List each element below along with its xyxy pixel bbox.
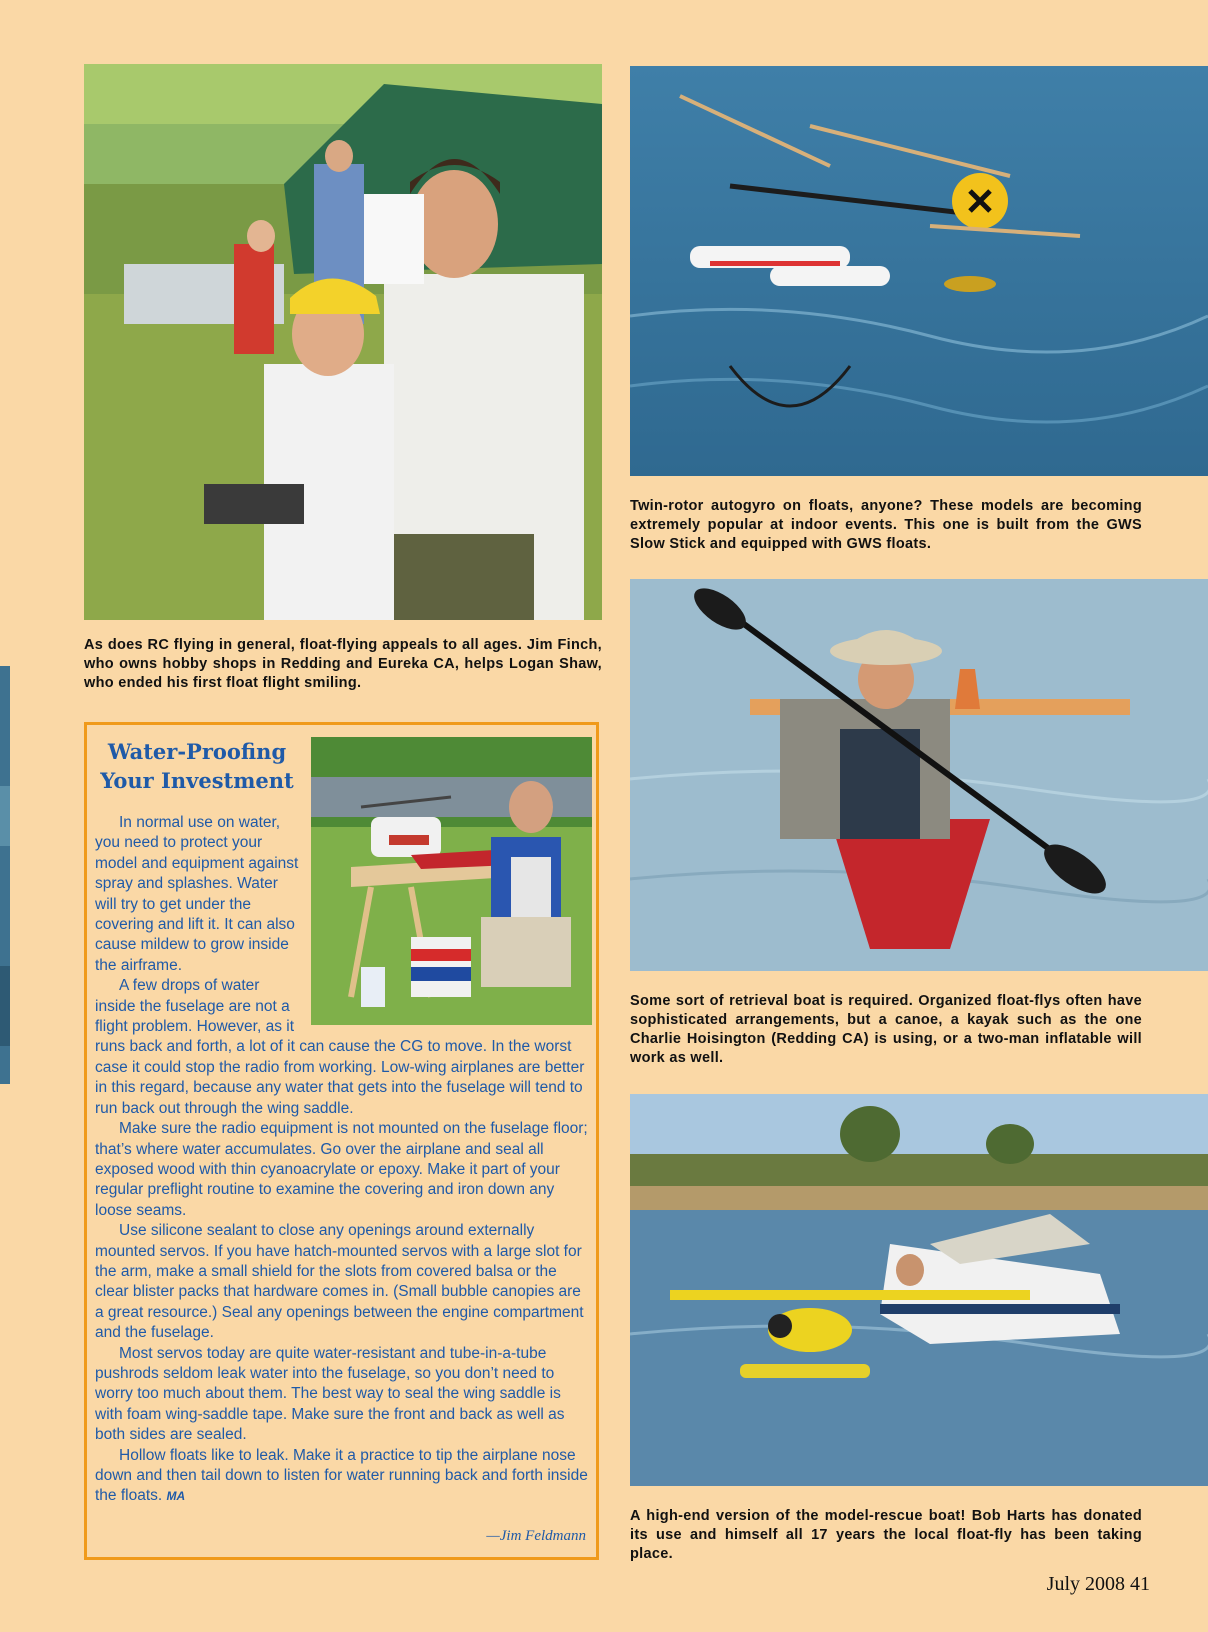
sidebar-title: Water-Proofing Your Investment: [100, 739, 294, 793]
sidebar-waterproofing: [84, 722, 599, 1560]
sidebar-author: —Jim Feldmann: [486, 1528, 586, 1544]
edge-photo-strip: [0, 666, 10, 1084]
sidebar-paragraph: In normal use on water, you need to protect your model and equipment against spray and splashes. Water will try to get under the covering and lift it. It can also cause mildew to grow inside the airframe.: [95, 814, 299, 974]
photo-rescue-boat: [630, 1094, 1208, 1486]
photo-kayak-retrieval: [630, 579, 1208, 971]
photo-autogyro-floats: [630, 66, 1208, 476]
page-folio: July 2008 41: [1046, 1573, 1150, 1595]
sidebar-paragraph: Use silicone sealant to close any openings around externally mounted servos. If you have hatch-mounted servos with a large slot for the arm, make a small shield for the slots from covered balsa or the clear blister packs that hardware comes in. (Small bubble canopies are a great resource.) Seal any openings between the engine compartment and the fuselage.: [95, 1222, 584, 1342]
caption-photo-rescue: A high-end version of the model-rescue boat! Bob Harts has donated its use and himself all 17 years the local float-fly has been taking place.: [630, 1508, 1142, 1562]
sidebar-body: [95, 813, 592, 1507]
photo-flyers-field: [84, 64, 602, 620]
sidebar-paragraph: A few drops of water inside the fuselage are not a flight problem. However, as it runs back and forth, a lot of it can cause the CG to move. In the worst case it could stop the radio from working. Low-wing airplanes are better in this regard, because any water that gets into the fuselage will tend to run back out through the wing saddle.: [95, 977, 585, 1117]
sidebar-paragraph-last: Hollow floats like to leak. Make it a practice to tip the airplane nose down and then tail down to listen for water running back and forth inside the floats.: [95, 1446, 588, 1505]
end-mark: MA: [166, 1489, 186, 1504]
caption-photo-autogyro: Twin-rotor autogyro on floats, anyone? These models are becoming extremely popular at indoor events. This one is built from the GWS Slow Stick and equipped with GWS floats.: [630, 498, 1142, 552]
sidebar-paragraph: Most servos today are quite water-resistant and tube-in-a-tube pushrods seldom leak water into the fuselage, so you don’t need to worry too much about them. The best way to seal the wing saddle is with foam wing-saddle tape. Make sure the front and back as well as both sides are sealed.: [95, 1344, 565, 1444]
sidebar-paragraph: Make sure the radio equipment is not mounted on the fuselage floor; that’s where water accumulates. Go over the airplane and seal all exposed wood with thin cyanoacrylate or epoxy. Make it part of your regular preflight routine to examine the covering and iron down any loose seams.: [95, 1120, 588, 1219]
caption-photo-kayak: Some sort of retrieval boat is required. Organized float-flys often have sophisticated arrangements, but a canoe, a kayak such as the one Charlie Hoisington (Redding CA) is using, or a two-man inflatable will work as well.: [630, 993, 1142, 1066]
sidebar-paragraph: [95, 1446, 592, 1507]
caption-photo-flyers: As does RC flying in general, float-flying appeals to all ages. Jim Finch, who owns hobby shops in Redding and Eureka CA, helps Logan Shaw, who ended his first float flight smiling.: [84, 637, 602, 691]
